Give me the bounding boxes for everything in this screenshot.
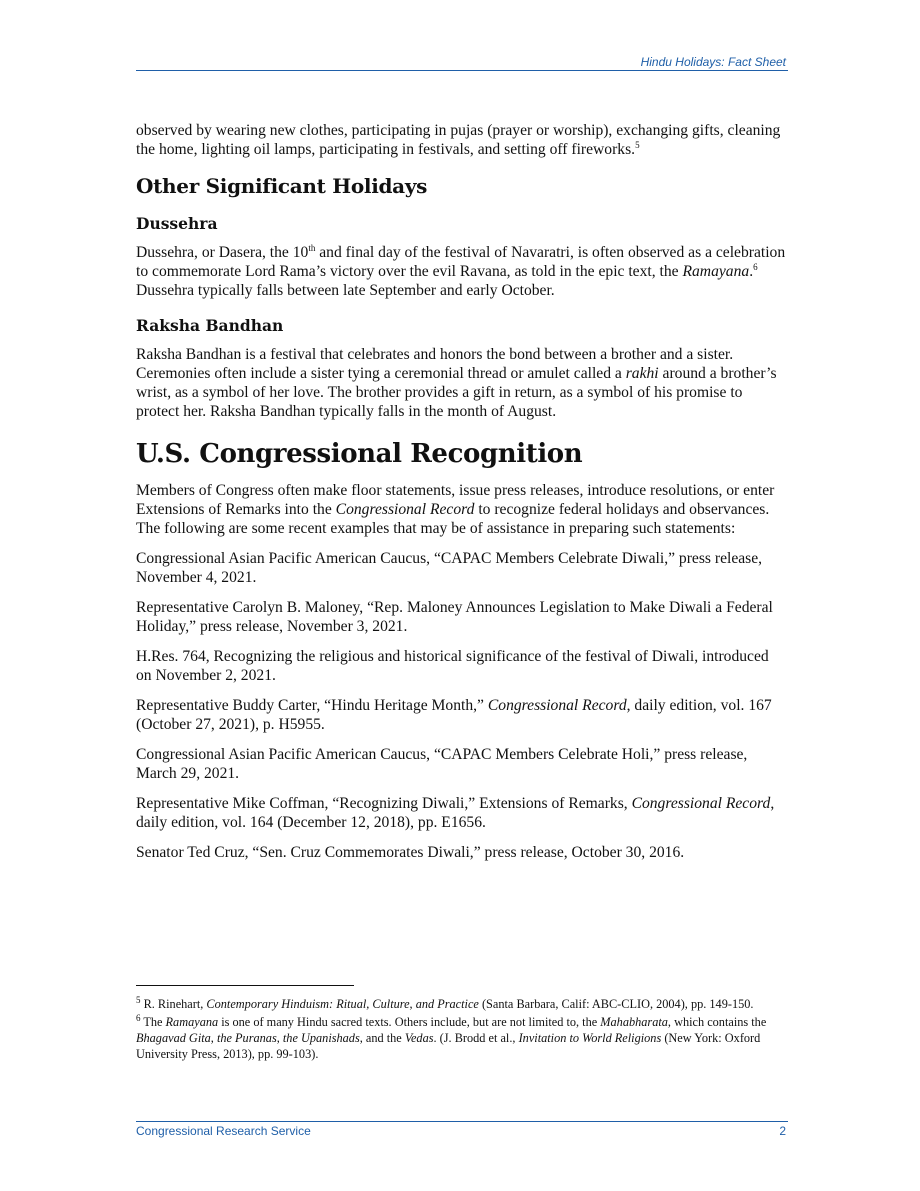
recognition-item: Representative Buddy Carter, “Hindu Heritage Month,” Congressional Record, daily edition, vol. 167 (October 27, 2021), p. H5955.: [136, 697, 772, 733]
footnote-separator: [136, 985, 354, 986]
footnote-ref-6[interactable]: 6: [753, 261, 758, 272]
footnote-6: $^6$ The Ramayana is one of many Hindu sacred texts. Others include, but are not limited to, the Mahabharata, which contains the Bhagavad Gita, the Puranas, the Upanishads, and the Vedas. (J. Brodd et al., Invitation to World Religions (New York: Oxford University Press, 2013), pp. 99-103).: [136, 1012, 767, 1061]
dussehra-paragraph: Dussehra, or Dasera, the 10th and final day of the festival of Navaratri, is often observed as a celebration to commemorate Lord Rama’s victory over the evil Ravana, as told in the epic text, the Ramayana.$^6$ Dussehra typically falls between late September and early October.: [136, 242, 786, 299]
page-body: [136, 121, 788, 862]
section-heading-other-holidays: Other Significant Holidays: [136, 174, 428, 198]
footer-source: Congressional Research Service: [136, 1124, 311, 1138]
section-heading-congressional-recognition: U.S. Congressional Recognition: [136, 439, 583, 469]
page-number: 2: [779, 1124, 786, 1138]
recognition-item: H.Res. 764, Recognizing the religious and historical significance of the festival of Diwali, introduced on November 2, 2021.: [136, 648, 769, 684]
footnote-5: $^5$ R. Rinehart, Contemporary Hinduism: Ritual, Culture, and Practice (Santa Barbara, Calif: ABC-CLIO, 2004), pp. 149-150.: [136, 994, 754, 1011]
heading-raksha-bandhan: Raksha Bandhan: [136, 316, 284, 335]
recognition-intro-paragraph: Members of Congress often make floor statements, issue press releases, introduce resolutions, or enter Extensions of Remarks into the Congressional Record to recognize federal holidays and observances. The following are some recent examples that may be of assistance in preparing such statements:: [136, 482, 775, 537]
footnotes: [136, 996, 792, 1064]
recognition-item: Congressional Asian Pacific American Caucus, “CAPAC Members Celebrate Holi,” press release, March 29, 2021.: [136, 746, 748, 782]
header-rule: [136, 70, 788, 71]
footer-rule: [136, 1121, 788, 1122]
running-header-title: Hindu Holidays: Fact Sheet: [640, 55, 786, 69]
recognition-item: Representative Carolyn B. Maloney, “Rep. Maloney Announces Legislation to Make Diwali a Federal Holiday,” press release, November 3, 2021.: [136, 599, 773, 635]
heading-dussehra: Dussehra: [136, 214, 218, 233]
recognition-item: Senator Ted Cruz, “Sen. Cruz Commemorates Diwali,” press release, October 30, 2016.: [136, 844, 685, 861]
raksha-bandhan-paragraph: Raksha Bandhan is a festival that celebrates and honors the bond between a brother and a sister. Ceremonies often include a sister tying a ceremonial thread or amulet called a rakhi around a brother’s wrist, as a symbol of her love. The brother provides a gift in return, as a symbol of his promise to protect her. Raksha Bandhan typically falls in the month of August.: [136, 346, 777, 420]
intro-paragraph: observed by wearing new clothes, participating in pujas (prayer or worship), exchanging gifts, cleaning the home, lighting oil lamps, participating in festivals, and setting off fireworks.$^5$: [136, 122, 781, 158]
footnote-ref-5[interactable]: 5: [635, 139, 640, 150]
recognition-item: Congressional Asian Pacific American Caucus, “CAPAC Members Celebrate Diwali,” press release, November 4, 2021.: [136, 550, 763, 586]
recognition-item: Representative Mike Coffman, “Recognizing Diwali,” Extensions of Remarks, Congressional Record, daily edition, vol. 164 (December 12, 2018), pp. E1656.: [136, 795, 775, 831]
